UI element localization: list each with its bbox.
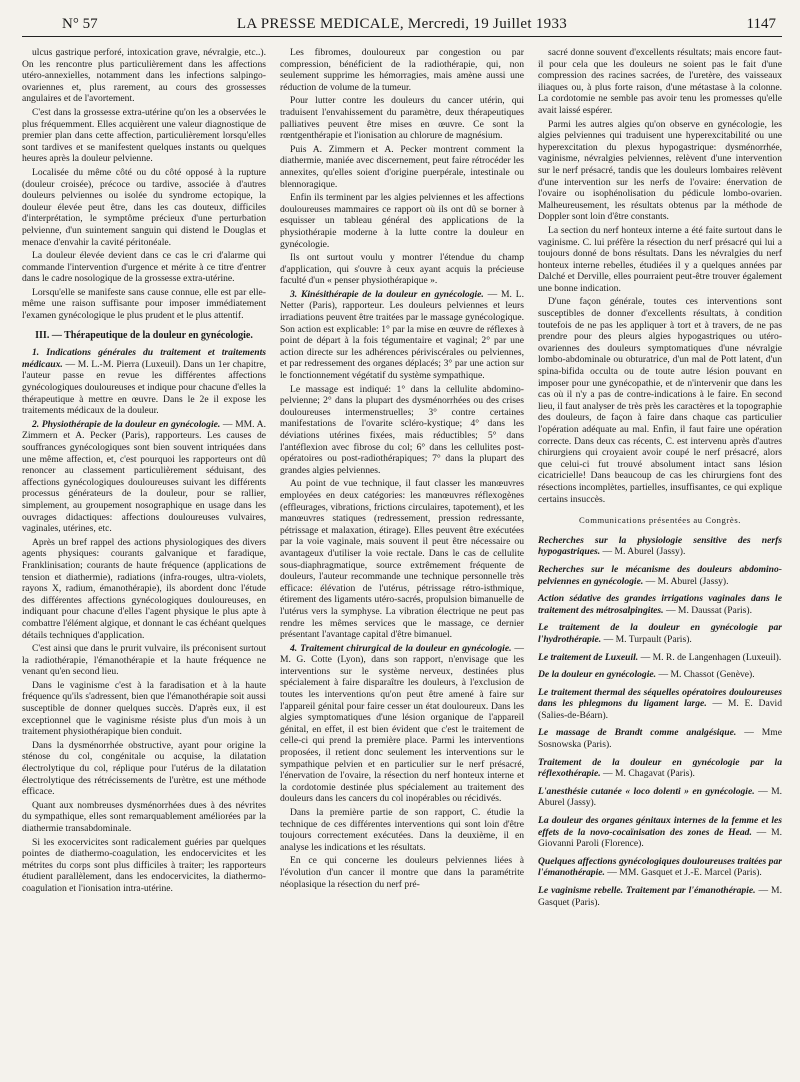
- subsection: [22, 419, 266, 535]
- paragraph: Enfin ils terminent par les algies pelviennes et les affections douloureuses mammaires ce rapport où ils ont dû se borner à esquisser un tableau général des applications de la physiothérapie moderne à la lutte contre la douleur en gynécologie.: [280, 192, 524, 250]
- paragraph: Si les exocervicites sont radicalement guéries par quelques pointes de diathermo-coagulation, les endocervicites et les métrites du corps sont plus difficiles à traiter; les rapporteurs étudient parallèlement, dans les endocervicites, la diathermo-coagulation et l'ionisation intra-utérine.: [22, 836, 266, 894]
- communication-title: Le vaginisme rebelle. Traitement par l'émanothérapie.: [538, 885, 756, 896]
- paragraph: Dans le vaginisme c'est à la faradisation et à la haute fréquence qu'ils s'adressent, bien que l'émanothérapie soit aussi susceptible de donner quelques succès. D'après eux, il est exceptionnel que le vaginisme résiste plus d'un mois à un traitement physiothérapique bien conduit.: [22, 679, 266, 738]
- communication-item: [538, 885, 782, 908]
- paragraph: Au point de vue technique, il faut classer les manœuvres employées en deux catégories: les manœuvres réflexogènes (effleurages, vibrations, frictions circulaires, tapotement), et les manœuvres statiques (redressement, pression redressante, pétrissage et malaxation, étirage). Elles peuvent être exécutées par la voie vaginale, mais souvent il peut être nécessaire ou avantageux d'utiliser la voie rectale. Dans le cas de cellulite sous-diaphragmatique, source extrêmement fréquente de douleurs, l'auteur recommande une technique personnelle très efficace: élévation de l'utérus, pétrissage rétro-isthmique, étirement des ligaments utéro-sacrés, propulsion bimanuelle de l'utérus vers la symphyse. La vibration électrique ne peut pas rendre les mêmes services que le massage, ce dernier présentant l'avantage capital d'être bimanuel.: [280, 478, 524, 641]
- paragraph: Quant aux nombreuses dysménorrhées dues à des névrites du sympathique, elles sont remarquablement améliorées par la diathermie transabdominale.: [22, 799, 266, 834]
- communication-author: — MM. Gasquet et J.-E. Marcel (Paris).: [607, 867, 762, 879]
- communication-title: Le traitement thermal des séquelles opératoires douloureuses dans les phlegmons du ligament large.: [538, 686, 782, 710]
- communication-item: [538, 535, 782, 558]
- communication-author: — M. Chassot (Genève).: [658, 669, 755, 681]
- paragraph: C'est dans la grossesse extra-utérine qu'on les a observées le plus fréquemment. Elles acquièrent une valeur diagnostique de premier plan dans cette affection, particulièrement lorsqu'elles sont tardives et se manifestent quelques instants ou quelques heures après la douleur pelvienne.: [22, 106, 266, 165]
- communication-title: Recherches sur le mécanisme des douleurs abdomino-pelviennes en gynécologie.: [538, 563, 782, 587]
- communication-author: — M. Gasquet (Paris).: [538, 885, 782, 908]
- communication-title: De la douleur en gynécologie.: [538, 669, 657, 681]
- text-columns: [22, 47, 782, 914]
- communication-item: [538, 652, 782, 664]
- subsection-text: — MM. A. Zimmern et A. Pecker (Paris), rapporteurs. Les causes de souffrances gynécologiques sont bien souvent intriquées dans une même affection, et, c'est pourquoi les rapporteurs ont dû renoncer au classement particulièrement séduisant, des affections gynécologiques douloureuses suivant les différents processus générateurs de la douleur, pour se rallier, simplement, au groupement nosographique en usage dans les ouvrages didactiques: affections douloureuses vulvaires, vaginales, utérines, etc.: [22, 418, 266, 535]
- subsection-text: — M. L.-M. Pierra (Luxeuil). Dans un 1er chapitre, l'auteur passe en revue les différentes affections gynécologiques douloureuses et indique pour chacune d'elles la thérapeutique à mettre en œuvre. Dans le 2e il expose les traitements médicaux de la douleur.: [22, 358, 267, 417]
- page-header: [22, 14, 782, 37]
- communication-title: La douleur des organes génitaux internes de la femme et les effets de la novo-cocaïnisation des zones de Head.: [538, 815, 782, 838]
- paragraph: sacré donne souvent d'excellents résultats; mais encore faut-il pour cela que les douleurs ne soient pas le fait d'une compression des racines sacrées, de l'uretère, des vaisseaux iliaques ou, à plus forte raison, d'une métastase à la colonne. La cordotomie ne semble pas avoir tenu les promesses qu'elle avait laissé espérer.: [538, 47, 782, 116]
- subsection-title: 1. Indications générales du traitement et traitements médicaux.: [22, 347, 266, 370]
- communication-title: Le massage de Brandt comme analgésique.: [538, 727, 737, 739]
- communication-title: Traitement de la douleur en gynécologie par la réflexothérapie.: [538, 756, 782, 780]
- paragraph: Lorsqu'elle se manifeste sans cause connue, elle est par elle-même une raison suffisante pour imposer immédiatement l'examen gynécologique le plus prudent et le plus attentif.: [22, 286, 266, 322]
- communications-list: [538, 535, 782, 908]
- communications-heading: Communications présentées au Congrès.: [578, 515, 742, 526]
- paragraph: Puis A. Zimmern et A. Pecker montrent comment la diathermie, maniée avec discernement, peut faire rétrocéder les annexites, qu'elles soient d'origine puerpérale, intestinale ou blennoragique.: [280, 143, 524, 190]
- paragraph: Parmi les autres algies qu'on observe en gynécologie, les algies pelviennes qui traduisent une hyperexcitabilité ou une hyperexcitation du plexus hypogastrique: dysménorrhée, vaginisme, névralgies pelviennes, relèvent d'une intervention sur le nerf présacré, tandis que les douleurs lombaires relèvent d'une intervention sur les nerfs de l'ovaire: énervation de l'ovaire ou isophénolisation du pédicule lombo-ovarien. Malheureusement, les résultats obtenus par la méthode de Doppler sont loin d'être constants.: [538, 118, 782, 223]
- communication-title: Quelques affections gynécologiques douloureuses traitées par l'émanothérapie.: [538, 855, 782, 879]
- communication-item: [538, 856, 782, 879]
- communication-author: — M. Aburel (Jassy).: [538, 785, 783, 809]
- column-3: [538, 47, 782, 914]
- paragraph: C'est ainsi que dans le prurit vulvaire, ils préconisent surtout la radiothérapie, l'émanothérapie et la haute fréquence ne venant qu'en second lieu.: [22, 643, 266, 678]
- communication-title: Recherches sur la physiologie sensitive des nerfs hypogastriques.: [538, 534, 782, 558]
- paragraph: Pour lutter contre les douleurs du cancer utérin, qui traduisent l'envahissement du paramètre, deux thérapeutiques palliatives peuvent être mises en œuvre. Ce sont la rœntgenthérapie et l'ionisation au chlorure de magnésium.: [280, 95, 524, 142]
- subsection: [280, 643, 524, 805]
- communication-title: Le traitement de la douleur en gynécologie par l'hydrothérapie.: [538, 622, 782, 645]
- communication-author: — M. Chagavat (Paris).: [603, 768, 695, 780]
- subsection-title: 4. Traitement chirurgical de la douleur en gynécologie.: [290, 642, 512, 654]
- paragraph: Les fibromes, douloureux par congestion ou par compression, bénéficient de la radiothérapie, qui, non seulement supprime les hémorragies, mais amène aussi une réduction de volume de la tumeur.: [280, 47, 524, 93]
- communication-title: Le traitement de Luxeuil.: [538, 651, 639, 663]
- communication-item: [538, 564, 782, 587]
- column-1: [22, 47, 266, 914]
- paragraph: Dans la première partie de son rapport, C. étudie la technique de ces différentes interventions qui sont loin d'être toujours correctement exécutées. Dans la deuxième, il en analyse les indications et les résultats.: [280, 807, 524, 853]
- communication-author: — M. Turpault (Paris).: [603, 633, 692, 645]
- communication-author: — M. E. David (Salies-de-Béarn).: [538, 698, 782, 721]
- subsection-title: 2. Physiothérapie de la douleur en gynécologie.: [32, 418, 221, 430]
- publication-title: LA PRESSE MEDICALE, Mercredi, 19 Juillet 1933: [236, 16, 568, 32]
- paragraph: La section du nerf honteux interne a été faite surtout dans le vaginisme. C. lui préfère la résection du nerf présacré qui lui a toujours donné de bons résultats. Dans les névralgies du nerf honteux interne rebelles, étudiées il y a quelques années par Dalché et Derville, elles pourraient peut-être trouver également une bonne indication.: [538, 224, 782, 294]
- communication-item: [538, 815, 782, 850]
- paragraph: Le massage est indiqué: 1° dans la cellulite abdomino-pelvienne; 2° dans la plupart des dysménorrhées ou des crises douloureuses intermenstruelles; 3° contre certaines manifestations de l'ovarite scléro-kystique; 4° dans les déviations utérines fixées, mais réductibles; 5° dans l'antéflexion avec fibrose du col; 6° dans les cellulites post-opératoires ou post-radiothérapiques; 7° dans la plupart des grandes algies pelviennes.: [280, 383, 524, 476]
- communication-item: [538, 786, 782, 809]
- communication-item: [538, 669, 782, 681]
- paragraph: D'une façon générale, toutes ces interventions sont susceptibles de donner d'excellents résultats, à condition toutefois de ne pas les appliquer à tort et à travers, de ne pas prendre pour des pleurs algies hypogastriques ou utéro-ovariennes des douleurs symptomatiques d'une névralgie lombo-abdominale ou obturatrice, d'un mal de Pott latent, d'un spina-bifida occulta ou de toute autre lésion pouvant en imposer pour une gynécopathie, et de n'intervenir que dans les cas où il n'y a pas de contre-indications à le faire. En second lieu, il faut analyser de très près les caractères et la topographie des douleurs, de façon à faire dans chaque cas particulier l'opération adéquate au mal. Enfin, il faut faire une opération correcte. Dans deux cas récents, C. est intervenu après d'autres chirurgiens qui croyaient avoir coupé le nerf présacré, alors que celui-ci fut trouvé absolument intact sans lésion cicatricielle! Dans beaucoup de cas les chirurgiens font des résections incomplètes, partielles, insuffisantes, ce qui explique certains insuccès.: [538, 296, 782, 505]
- communication-author: — M. R. de Langenhagen (Luxeuil).: [640, 651, 782, 663]
- paragraph: En ce qui concerne les douleurs pelviennes liées à l'évolution d'un cancer il montre que dans la paramétrite néoplasique la résection du nerf pré-: [280, 855, 524, 890]
- subsection: [280, 289, 524, 382]
- page-number: 1147: [746, 16, 776, 32]
- communication-author: — M. Aburel (Jassy).: [645, 575, 729, 587]
- communication-author: — Mme Sosnowska (Paris).: [538, 727, 783, 751]
- section-title: III. — Thérapeutique de la douleur en gynécologie.: [35, 329, 253, 341]
- subsection-text: — M. L. Netter (Paris), rapporteur. Les douleurs pelviennes et leurs irradiations peuvent être traitées par le massage gynécologique. Son action est explicable: 1° par la mise en œuvre de réflexes à point de départ à la fois tégumentaire et vaginal; 2° par une action directe sur les adhérences périviscérales ou pelviennes, et par redressement des organes déplacés; 3° par une action sur le fonctionnement végétatif du système sympathique.: [280, 288, 524, 382]
- communication-item: [538, 687, 782, 722]
- communication-title: L'anesthésie cutanée « loco dolenti » en gynécologie.: [538, 785, 755, 797]
- communication-author: — M. Aburel (Jassy).: [602, 546, 686, 558]
- paragraph: Ils ont surtout voulu y montrer l'étendue du champ d'application, qui s'ouvre à ceux ayant acquis la précieuse faculté d'un « penser physiothérapique ».: [280, 252, 524, 287]
- communication-item: [538, 593, 782, 616]
- issue-number: N° 57: [62, 16, 98, 32]
- paragraph: Localisée du même côté ou du côté opposé à la rupture (douleur croisée), précoce ou tardive, associée à d'autres douleurs pelviennes ou isolée du syndrome ectopique, la douleur élevée peut être, dans les cas douteux, difficiles d'interprétation, le symptôme précieux d'une perturbation pelvienne, d'un suintement sanguin qui distend le Douglas et menace d'envahir la cavité péritonéale.: [22, 166, 266, 248]
- communication-item: [538, 757, 782, 780]
- paragraph: Dans la dysménorrhée obstructive, ayant pour origine la sténose du col, congénitale ou acquise, la dilatation électrolytique du col, réplique pour l'utérus de la dilatation électrolytique des rétrécissements de l'urètre, est une méthode efficace.: [22, 739, 266, 798]
- subsection: [22, 347, 266, 417]
- communication-author: — M. Giovanni Paroli (Florence).: [538, 826, 782, 850]
- subsection-text: — M. G. Cotte (Lyon), dans son rapport, n'envisage que les interventions sur le système nerveux, destinées plus spécialement à faire disparaître les douleurs, à l'exclusion de toutes les interventions qu'on peut être amené à faire sur l'appareil génital pour faire cesser un état douloureux. Dans les algies symptomatiques d'une lésion organique de l'appareil génital, en effet, il est bien évident que c'est le traitement de celle-ci qui prend la première place. Parmi les interventions proposées, il retient donc seulement les interventions sur le sympathique pelvien et en particulier sur le nerf présacré, l'énervation de l'ovaire, la résection du nerf honteux interne et la cordotomie destinée plus spécialement au traitement des douleurs dans les cancers du col inopérables ou récidivés.: [280, 642, 524, 805]
- paragraph: Après un bref rappel des actions physiologiques des divers agents physiques: courants galvanique et faradique, Franklinisation; courants de haute fréquence (applications de tension et diathermie), radiations (infra-rouges, ultra-violets, rayons X, radium, émanothérapie), ils abordent donc l'étude des différentes affections gynécologiques douloureuses, en indiquant pour chacune d'elles l'agent physique le plus apte à combattre l'élément algique, et donnant le cas échéant quelques détails techniques d'application.: [22, 536, 266, 641]
- paragraph: La douleur élevée devient dans ce cas le cri d'alarme qui commande l'intervention d'urgence et mérite à ce titre d'entrer dans le cadre nosologique de la grossesse extra-utérine.: [22, 250, 266, 285]
- column-2: [280, 47, 524, 914]
- communication-title: Action sédative des grandes irrigations vaginales dans le traitement des métrosalpingites.: [538, 593, 782, 616]
- communication-item: [538, 727, 782, 750]
- communication-item: [538, 622, 782, 645]
- subsection-title: 3. Kinésithérapie de la douleur en gynécologie.: [290, 288, 484, 300]
- communication-author: — M. Daussat (Paris).: [665, 604, 753, 616]
- paragraph: ulcus gastrique perforé, intoxication grave, névralgie, etc..). On les rencontre plus particulièrement dans les affections utéro-annexielles, notamment dans les infections salpingo-ovariennes et, plus rarement, au cours des grossesses angulaires et de l'avortement.: [22, 47, 266, 105]
